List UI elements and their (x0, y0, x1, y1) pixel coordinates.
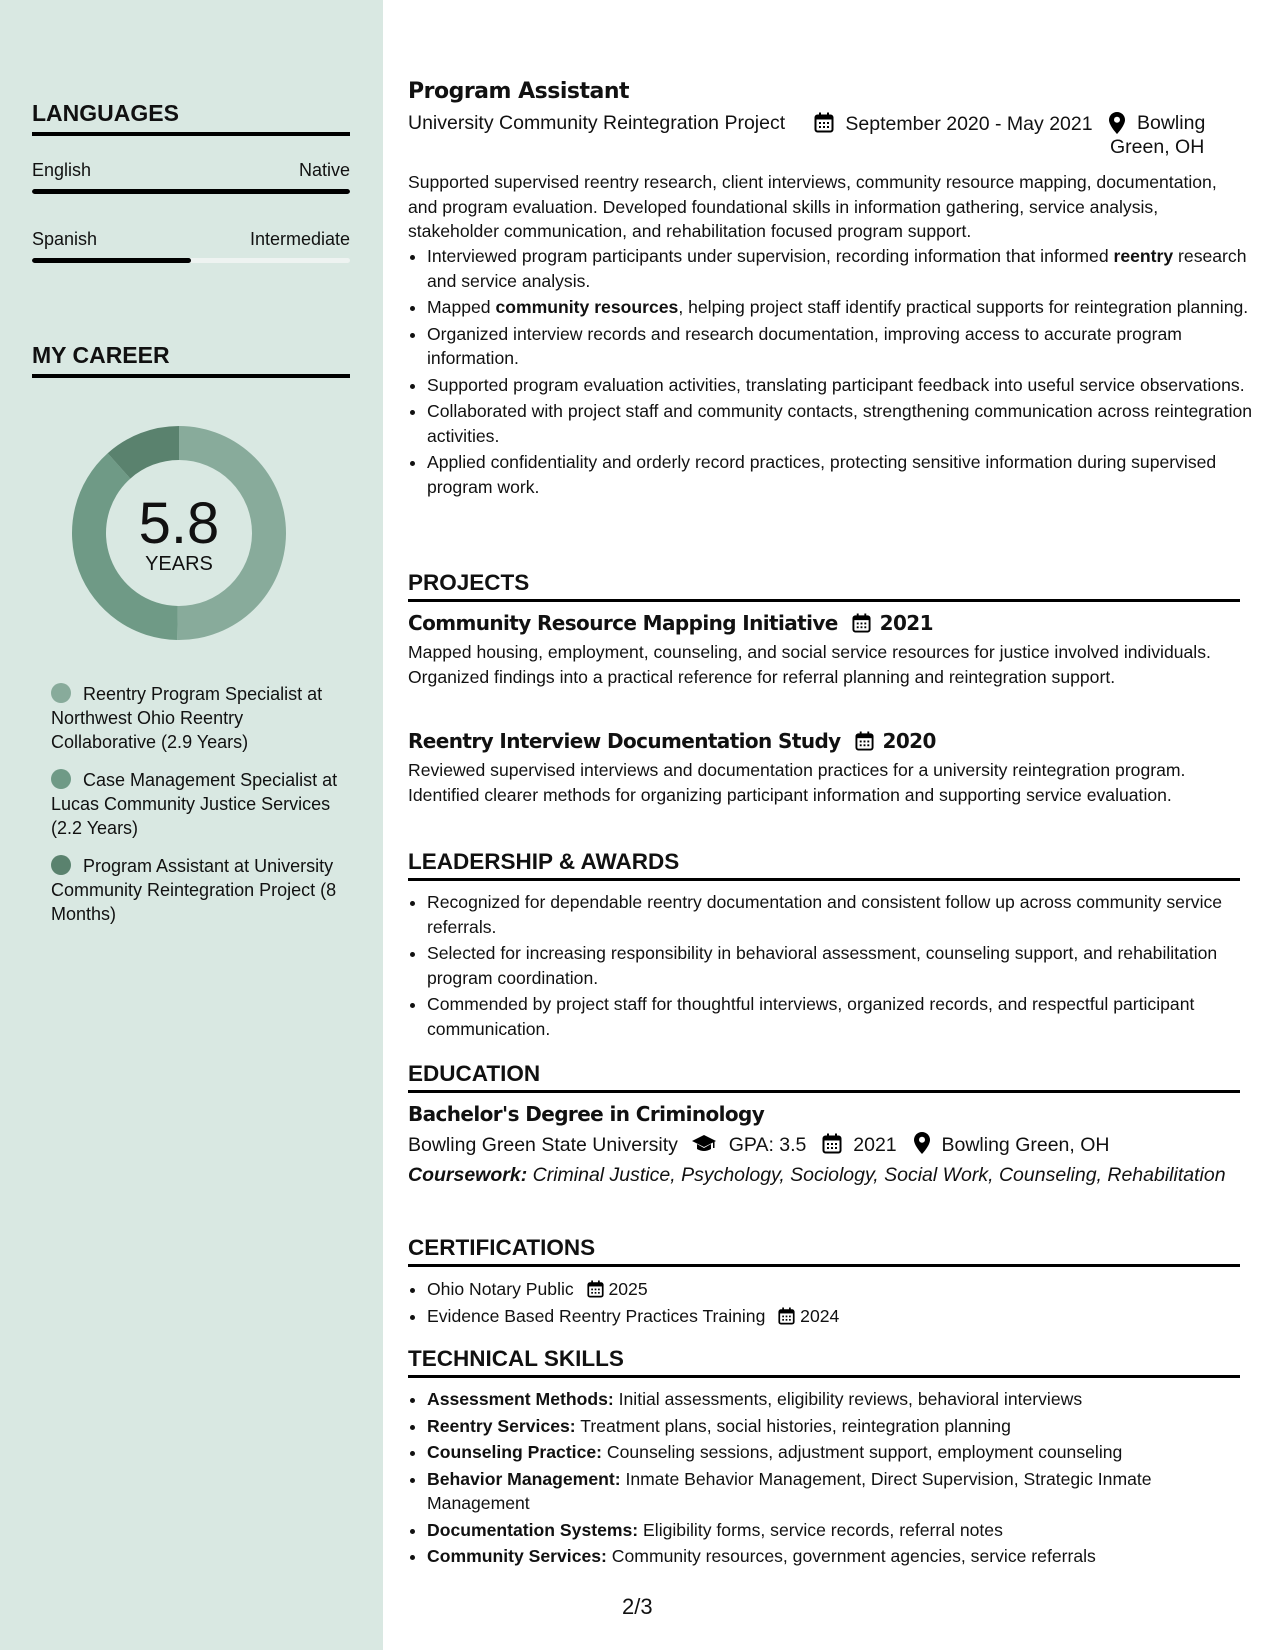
languages-heading: LANGUAGES (32, 100, 350, 136)
certifications-heading: CERTIFICATIONS (408, 1235, 1240, 1267)
career-legend-item (51, 768, 341, 840)
job-dates: September 2020 - May 2021 (845, 113, 1093, 135)
project-title-row (408, 611, 1240, 635)
skill-item: • Assessment Methods: Initial assessments, eligibility reviews, behavioral interviews (427, 1387, 1259, 1412)
page-number: 2/3 (622, 1594, 653, 1619)
project-year: 2020 (882, 729, 936, 753)
language-level: Intermediate (249, 229, 350, 249)
project-title: Community Resource Mapping Initiative (408, 611, 838, 635)
certification-item: • Evidence Based Reentry Practices Training 2024 (427, 1304, 1259, 1329)
job-summary: Supported supervised reentry research, client interviews, community resource mapping, documentation, and program evaluation. Developed foundational skills in information gathering, service analysis, stakeholder communication, and rehabilitation focused program support. (408, 172, 1217, 241)
certification-item: • Ohio Notary Public 2025 (427, 1277, 1259, 1302)
language-bar-fill (32, 189, 350, 194)
job-bullet: • Organized interview records and research documentation, improving access to accurate program information. (427, 322, 1259, 371)
calendar-icon (855, 731, 874, 751)
certifications-list (408, 1277, 1259, 1330)
job-bullet: • Interviewed program participants under supervision, recording information that informed reentry research and service analysis. (427, 244, 1259, 293)
legend-dot (51, 855, 71, 875)
career-legend-text: Reentry Program Specialist at Northwest Ohio Reentry Collaborative (2.9 Years) (51, 684, 323, 752)
project-description: Reviewed supervised interviews and documentation practices for a university reintegration program. Identified clearer methods for organizing participant information and supporting service evaluation. (408, 760, 1186, 805)
skills-heading: TECHNICAL SKILLS (408, 1346, 1240, 1378)
map-pin-icon (914, 1132, 930, 1154)
education-gpa: GPA: 3.5 (728, 1134, 807, 1156)
job-location-line1: Bowling (1137, 112, 1206, 134)
education-degree: Bachelor's Degree in Criminology (408, 1102, 765, 1126)
calendar-icon (814, 112, 834, 133)
language-bar-spanish (32, 258, 350, 263)
legend-dot (51, 769, 71, 789)
education-school: Bowling Green State University (408, 1134, 678, 1156)
language-name: Spanish (32, 229, 98, 249)
location-group (1109, 112, 1125, 137)
language-row-spanish (32, 229, 350, 250)
project-title: Reentry Interview Documentation Study (408, 729, 841, 753)
project-title-row (408, 729, 1240, 753)
coursework-list: Criminal Justice, Psychology, Sociology, Social Work, Counseling, Rehabilitation (527, 1164, 1226, 1186)
leadership-item: • Selected for increasing responsibility in behavioral assessment, counseling support, and rehabilitation program coordination. (427, 941, 1259, 990)
projects-heading: PROJECTS (408, 570, 1240, 602)
calendar-icon (822, 1133, 842, 1154)
project-description: Mapped housing, employment, counseling, and social service resources for justice involved individuals. Organized findings into a practical reference for referral planning and reintegration support. (408, 642, 1211, 687)
graduation-cap-icon (691, 1134, 717, 1154)
job-bullet: • Mapped community resources, helping project staff identify practical supports for reintegration planning. (427, 295, 1259, 320)
career-years-unit: YEARS (145, 553, 213, 575)
legend-dot (51, 683, 71, 703)
job-title: Program Assistant (408, 79, 630, 104)
career-total-years: 5.8 (138, 491, 220, 556)
language-bar-english (32, 189, 350, 194)
sidebar (0, 0, 383, 1650)
career-legend-text: Case Management Specialist at Lucas Community Justice Services (2.2 Years) (51, 770, 338, 838)
language-name: English (32, 160, 92, 180)
skill-item: • Community Services: Community resources, government agencies, service referrals (427, 1544, 1259, 1569)
education-year: 2021 (853, 1134, 897, 1156)
education-coursework (408, 1163, 1240, 1187)
language-bar-fill (32, 258, 191, 263)
leadership-heading: LEADERSHIP & AWARDS (408, 849, 1240, 881)
skill-item: • Behavior Management: Inmate Behavior Management, Direct Supervision, Strategic Inmate Management (427, 1467, 1259, 1516)
job-location-line2: Green, OH (1110, 136, 1205, 158)
skills-list (408, 1387, 1259, 1571)
career-legend-item (51, 682, 341, 754)
job-organization: University Community Reintegration Project (408, 112, 786, 134)
education-heading: EDUCATION (408, 1061, 1240, 1093)
calendar-icon (587, 1280, 604, 1298)
skill-item: • Documentation Systems: Eligibility forms, service records, referral notes (427, 1518, 1259, 1543)
calendar-icon (852, 613, 871, 633)
skill-item: • Counseling Practice: Counseling sessions, adjustment support, employment counseling (427, 1440, 1259, 1465)
career-legend-text: Program Assistant at University Community Reintegration Project (8 Months) (51, 856, 337, 924)
career-legend-item (51, 854, 341, 926)
language-row-english (32, 160, 350, 181)
job-bullets (408, 244, 1259, 501)
job-bullet: • Collaborated with project staff and community contacts, strengthening communication across reintegration activities. (427, 399, 1259, 448)
coursework-label: Coursework: (408, 1164, 528, 1186)
calendar-icon (778, 1307, 795, 1325)
leadership-item: • Commended by project staff for thoughtful interviews, organized records, and respectful participant communication. (427, 992, 1259, 1041)
map-pin-icon (1109, 112, 1125, 134)
career-heading: MY CAREER (32, 342, 350, 378)
education-meta (408, 1132, 1240, 1157)
job-bullet: • Applied confidentiality and orderly record practices, protecting sensitive information during supervised program work. (427, 450, 1259, 499)
education-location: Bowling Green, OH (941, 1134, 1110, 1156)
job-bullet: • Supported program evaluation activities, translating participant feedback into useful service observations. (427, 373, 1259, 398)
language-level: Native (298, 160, 350, 180)
job-dates-group (814, 112, 1093, 136)
project-year: 2021 (879, 611, 933, 635)
skill-item: • Reentry Services: Treatment plans, social histories, reintegration planning (427, 1414, 1259, 1439)
leadership-item: • Recognized for dependable reentry documentation and consistent follow up across community service referrals. (427, 890, 1259, 939)
leadership-list (408, 890, 1259, 1043)
job-meta (408, 112, 1240, 162)
